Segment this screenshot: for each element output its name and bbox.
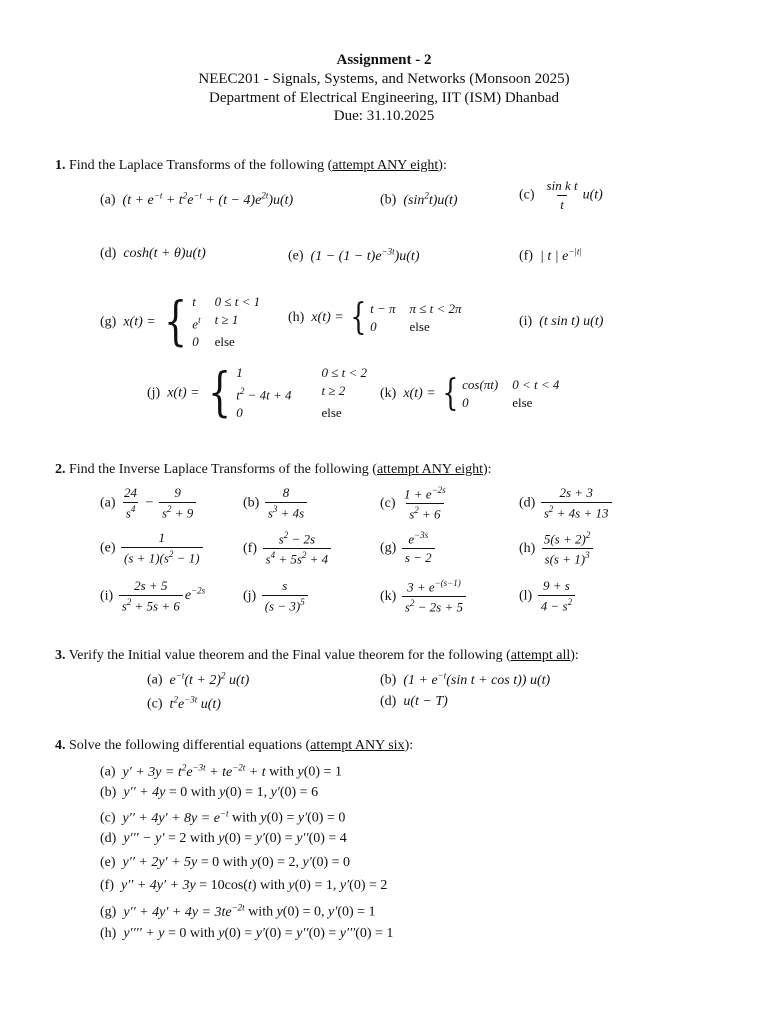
question-text-tail: ): — [482, 462, 492, 477]
question-2 — [55, 462, 492, 478]
q2-item-l: (l) $\frac{9 + s}{4 - s^2}$ — [519, 578, 577, 614]
question-text: Find the Inverse Laplace Transforms of the following ( — [69, 462, 377, 477]
q1-item-j: (j) x(t) = { 1 0 ≤ t < 2 $t^2 - 4t + 4$ t ≥ 2 0 else — [147, 363, 368, 424]
q1-item-h: (h) x(t) = { t − π π ≤ t < 2π 0 else — [288, 297, 462, 338]
question-text-tail: ): — [438, 158, 447, 173]
q4-item-f: (f) y′′ + 4y′ + 3y = 10cos(t) with y(0) = 1, y′(0) = 2 — [100, 878, 388, 893]
course-line: NEEC201 - Signals, Systems, and Networks (Monsoon 2025) — [198, 71, 570, 87]
question-emphasis: attempt all — [510, 648, 571, 663]
question-emphasis: attempt ANY eight — [332, 158, 439, 173]
q1-item-d: (d) cosh(t + θ)u(t) — [100, 246, 206, 261]
q3-item-b: (b) ($1 + e^{-t}(\sin$ t + cos t)) u(t) — [380, 670, 551, 688]
q4-item-h: (h) y′′′′ + y = 0 with y(0) = y′(0) = y′′(0) = y′′′(0) = 1 — [100, 926, 394, 941]
q3-item-d: (d) u(t − T) — [380, 694, 448, 709]
q4-item-g: (g) $y'' + 4y' + 4y = 3te^{-2t}$ with y(0) = 0, y′(0) = 1 — [100, 902, 376, 920]
q1-item-g: (g) x(t) = { t 0 ≤ t < 1 $e^t$ t ≥ 1 0 else — [100, 292, 261, 353]
q1-item-b: (b) $(\sin^2t)u(t)$ — [380, 190, 458, 208]
q2-item-e: (e) $\frac{1}{(s + 1)(s^2 - 1)}$ — [100, 530, 205, 566]
q2-item-f: (f) $\frac{s^2 - 2s}{s^4 + 5s^2 + 4}$ — [243, 530, 333, 568]
department-line: Department of Electrical Engineering, IIT (ISM) Dhanbad — [208, 90, 559, 106]
question-1 — [55, 158, 447, 174]
question-3 — [55, 648, 579, 664]
q1-item-a: (a) $(t + e^{-t} + t^2e^{-t} + (t - 4)e^{2t})u(t)$ — [100, 190, 294, 208]
q1-item-k: (k) x(t) = { cos(πt) 0 < t < 4 0 else — [380, 373, 560, 414]
question-number: 3. — [55, 648, 66, 663]
q2-item-b: (b) $\frac{8}{s^3 + 4s}$ — [243, 485, 309, 521]
q2-item-k: (k) $\frac{3 + e^{-(s-1)}}{s^2 - 2s + 5}$ — [380, 578, 468, 616]
q2-item-j: (j) $\frac{s}{(s - 3)^5}$ — [243, 578, 310, 614]
q2-item-d: (d) $\frac{2s + 3}{s^2 + 4s + 13}$ — [519, 485, 614, 521]
question-emphasis: attempt ANY eight — [376, 462, 483, 477]
question-number: 1. — [55, 158, 66, 173]
q2-item-g: (g) $\frac{e^{-3s}}{s - 2}$ — [380, 530, 437, 566]
q4-item-d: (d) y′′′ − y′ = 2 with y(0) = y′(0) = y′′(0) = 4 — [100, 831, 347, 846]
question-text: Verify the Initial value theorem and the Final value theorem for the following ( — [68, 648, 511, 663]
q3-item-c: (c) $t^2e^{-3t}$ u(t) — [147, 694, 221, 712]
question-emphasis: attempt ANY six — [310, 738, 405, 753]
q1-item-f: (f) | t | $e^{-|t|}$ — [519, 246, 582, 264]
q4-item-b: (b) y′′ + 4y = 0 with y(0) = 1, y′(0) = 6 — [100, 785, 319, 800]
q2-item-h: (h) $\frac{5(s + 2)^2}{s(s + 1)^3}$ — [519, 530, 595, 568]
question-text: Find the Laplace Transforms of the following ( — [69, 158, 333, 173]
question-text-tail: ): — [570, 648, 579, 663]
due-date: Due: 31.10.2025 — [333, 108, 435, 124]
q4-item-a: (a) $y' + 3y = t^2e^{-3t} + te^{-2t} + t$ with y(0) = 1 — [100, 762, 342, 780]
q1-item-e: (e) $(1 - (1 - t)e^{-3t})u(t)$ — [288, 246, 420, 264]
question-number: 2. — [55, 462, 66, 477]
question-text: Solve the following differential equations ( — [69, 738, 311, 753]
q2-item-i: (i) $\frac{2s + 5}{s^2 + 5s + 6}$ $e^{-2s}$ — [100, 578, 206, 614]
q1-item-i: (i) (t sin t) u(t) — [519, 314, 604, 329]
question-text-tail: ): — [404, 738, 414, 753]
q4-item-c: (c) $y'' + 4y' + 8y = e^{-t}$ with y(0) = y′(0) = 0 — [100, 808, 346, 826]
q4-item-e: (e) y′′ + 2y′ + 5y = 0 with y(0) = 2, y′(0) = 0 — [100, 855, 351, 870]
q2-item-c: (c) $\frac{1 + e^{-2s}}{s^2 + 6}$ — [380, 485, 446, 522]
q3-item-a: (a) $e^{-t}(t + 2)^2$ u(t) — [147, 670, 250, 688]
question-number: 4. — [55, 738, 66, 753]
assignment-title: Assignment - 2 — [336, 52, 432, 68]
q1-item-c: (c) $\frac{\text{sin k t}}{t}$ u(t) — [519, 178, 603, 212]
q2-item-a: (a) $\frac{24}{s^4}$ − $\frac{9}{s^2 + 9}$ — [100, 485, 198, 521]
question-4 — [55, 738, 413, 754]
